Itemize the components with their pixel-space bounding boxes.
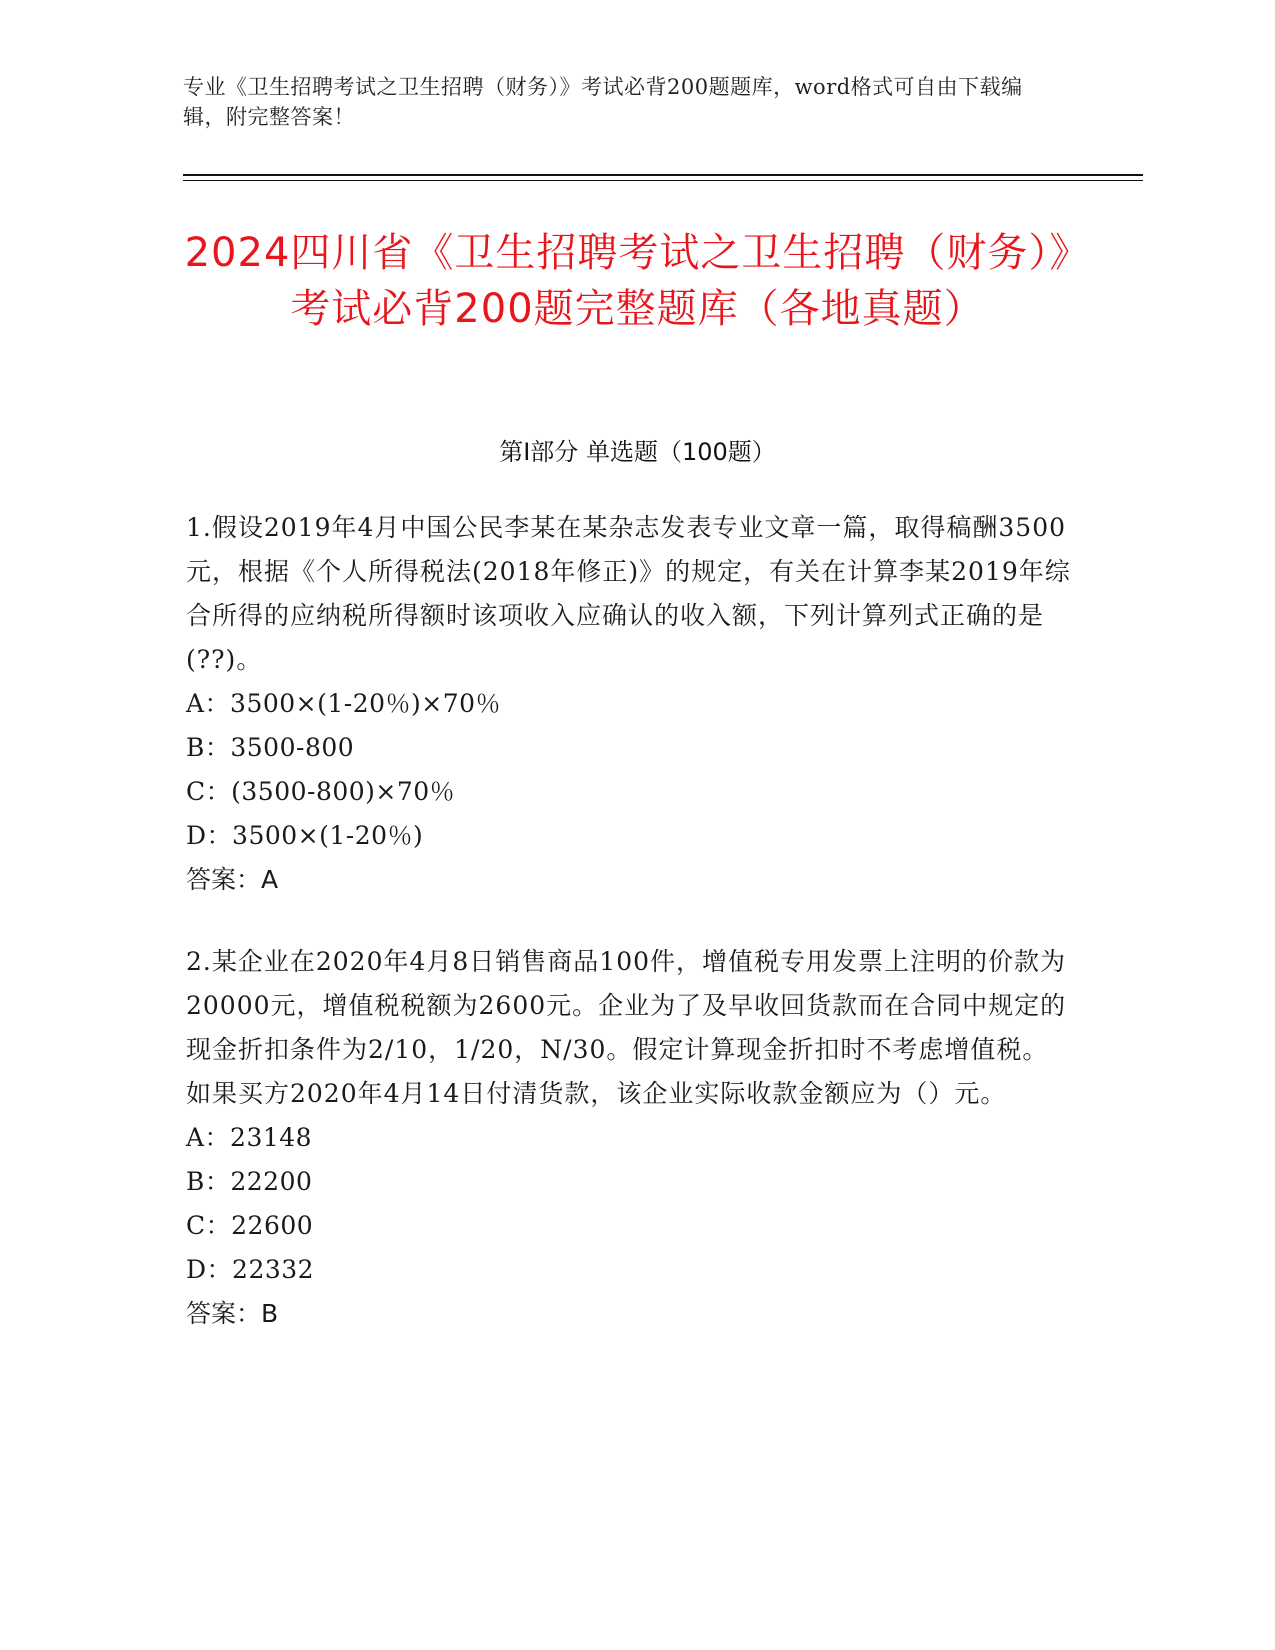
- question-stem: 1.假设2019年4月中国公民李某在某杂志发表专业文章一篇，取得稿酬3500元，根据《个人所得税法(2018年修正)》的规定，有关在计算李某2019年综合所得的应纳税所得额时该项收入应确认的收入额，下列计算列式正确的是(??)。: [186, 513, 1071, 674]
- option-c: C：(3500-800)×70％: [186, 777, 456, 806]
- header-divider-thick: [183, 174, 1143, 176]
- question-2: [186, 940, 1071, 1336]
- header-note: 专业《卫生招聘考试之卫生招聘（财务）》考试必背200题题库，word格式可自由下载编辑，附完整答案！: [183, 75, 1023, 129]
- header-divider-thin: [183, 180, 1143, 181]
- document-title: 2024四川省《卫生招聘考试之卫生招聘（财务）》考试必背200题完整题库（各地真题）: [184, 230, 1091, 332]
- section-title: 第I部分 单选题（100题）: [499, 438, 776, 466]
- answer: 答案：A: [186, 865, 279, 894]
- question-1: [186, 506, 1071, 902]
- option-b: B：3500-800: [186, 733, 355, 762]
- option-c: C：22600: [186, 1211, 314, 1240]
- question-stem: 2.某企业在2020年4月8日销售商品100件，增值税专用发票上注明的价款为20000元，增值税税额为2600元。企业为了及早收回货款而在合同中规定的现金折扣条件为2/10，1/20，N/30。假定计算现金折扣时不考虑增值税。如果买方2020年4月14日付清货款，该企业实际收款金额应为（）元。: [186, 947, 1067, 1108]
- option-d: D：3500×(1-20％): [186, 821, 424, 850]
- option-b: B：22200: [186, 1167, 313, 1196]
- option-d: D：22332: [186, 1255, 315, 1284]
- option-a: A：23148: [186, 1123, 313, 1152]
- option-a: A：3500×(1-20％)×70％: [186, 689, 502, 718]
- answer: 答案：B: [186, 1299, 279, 1328]
